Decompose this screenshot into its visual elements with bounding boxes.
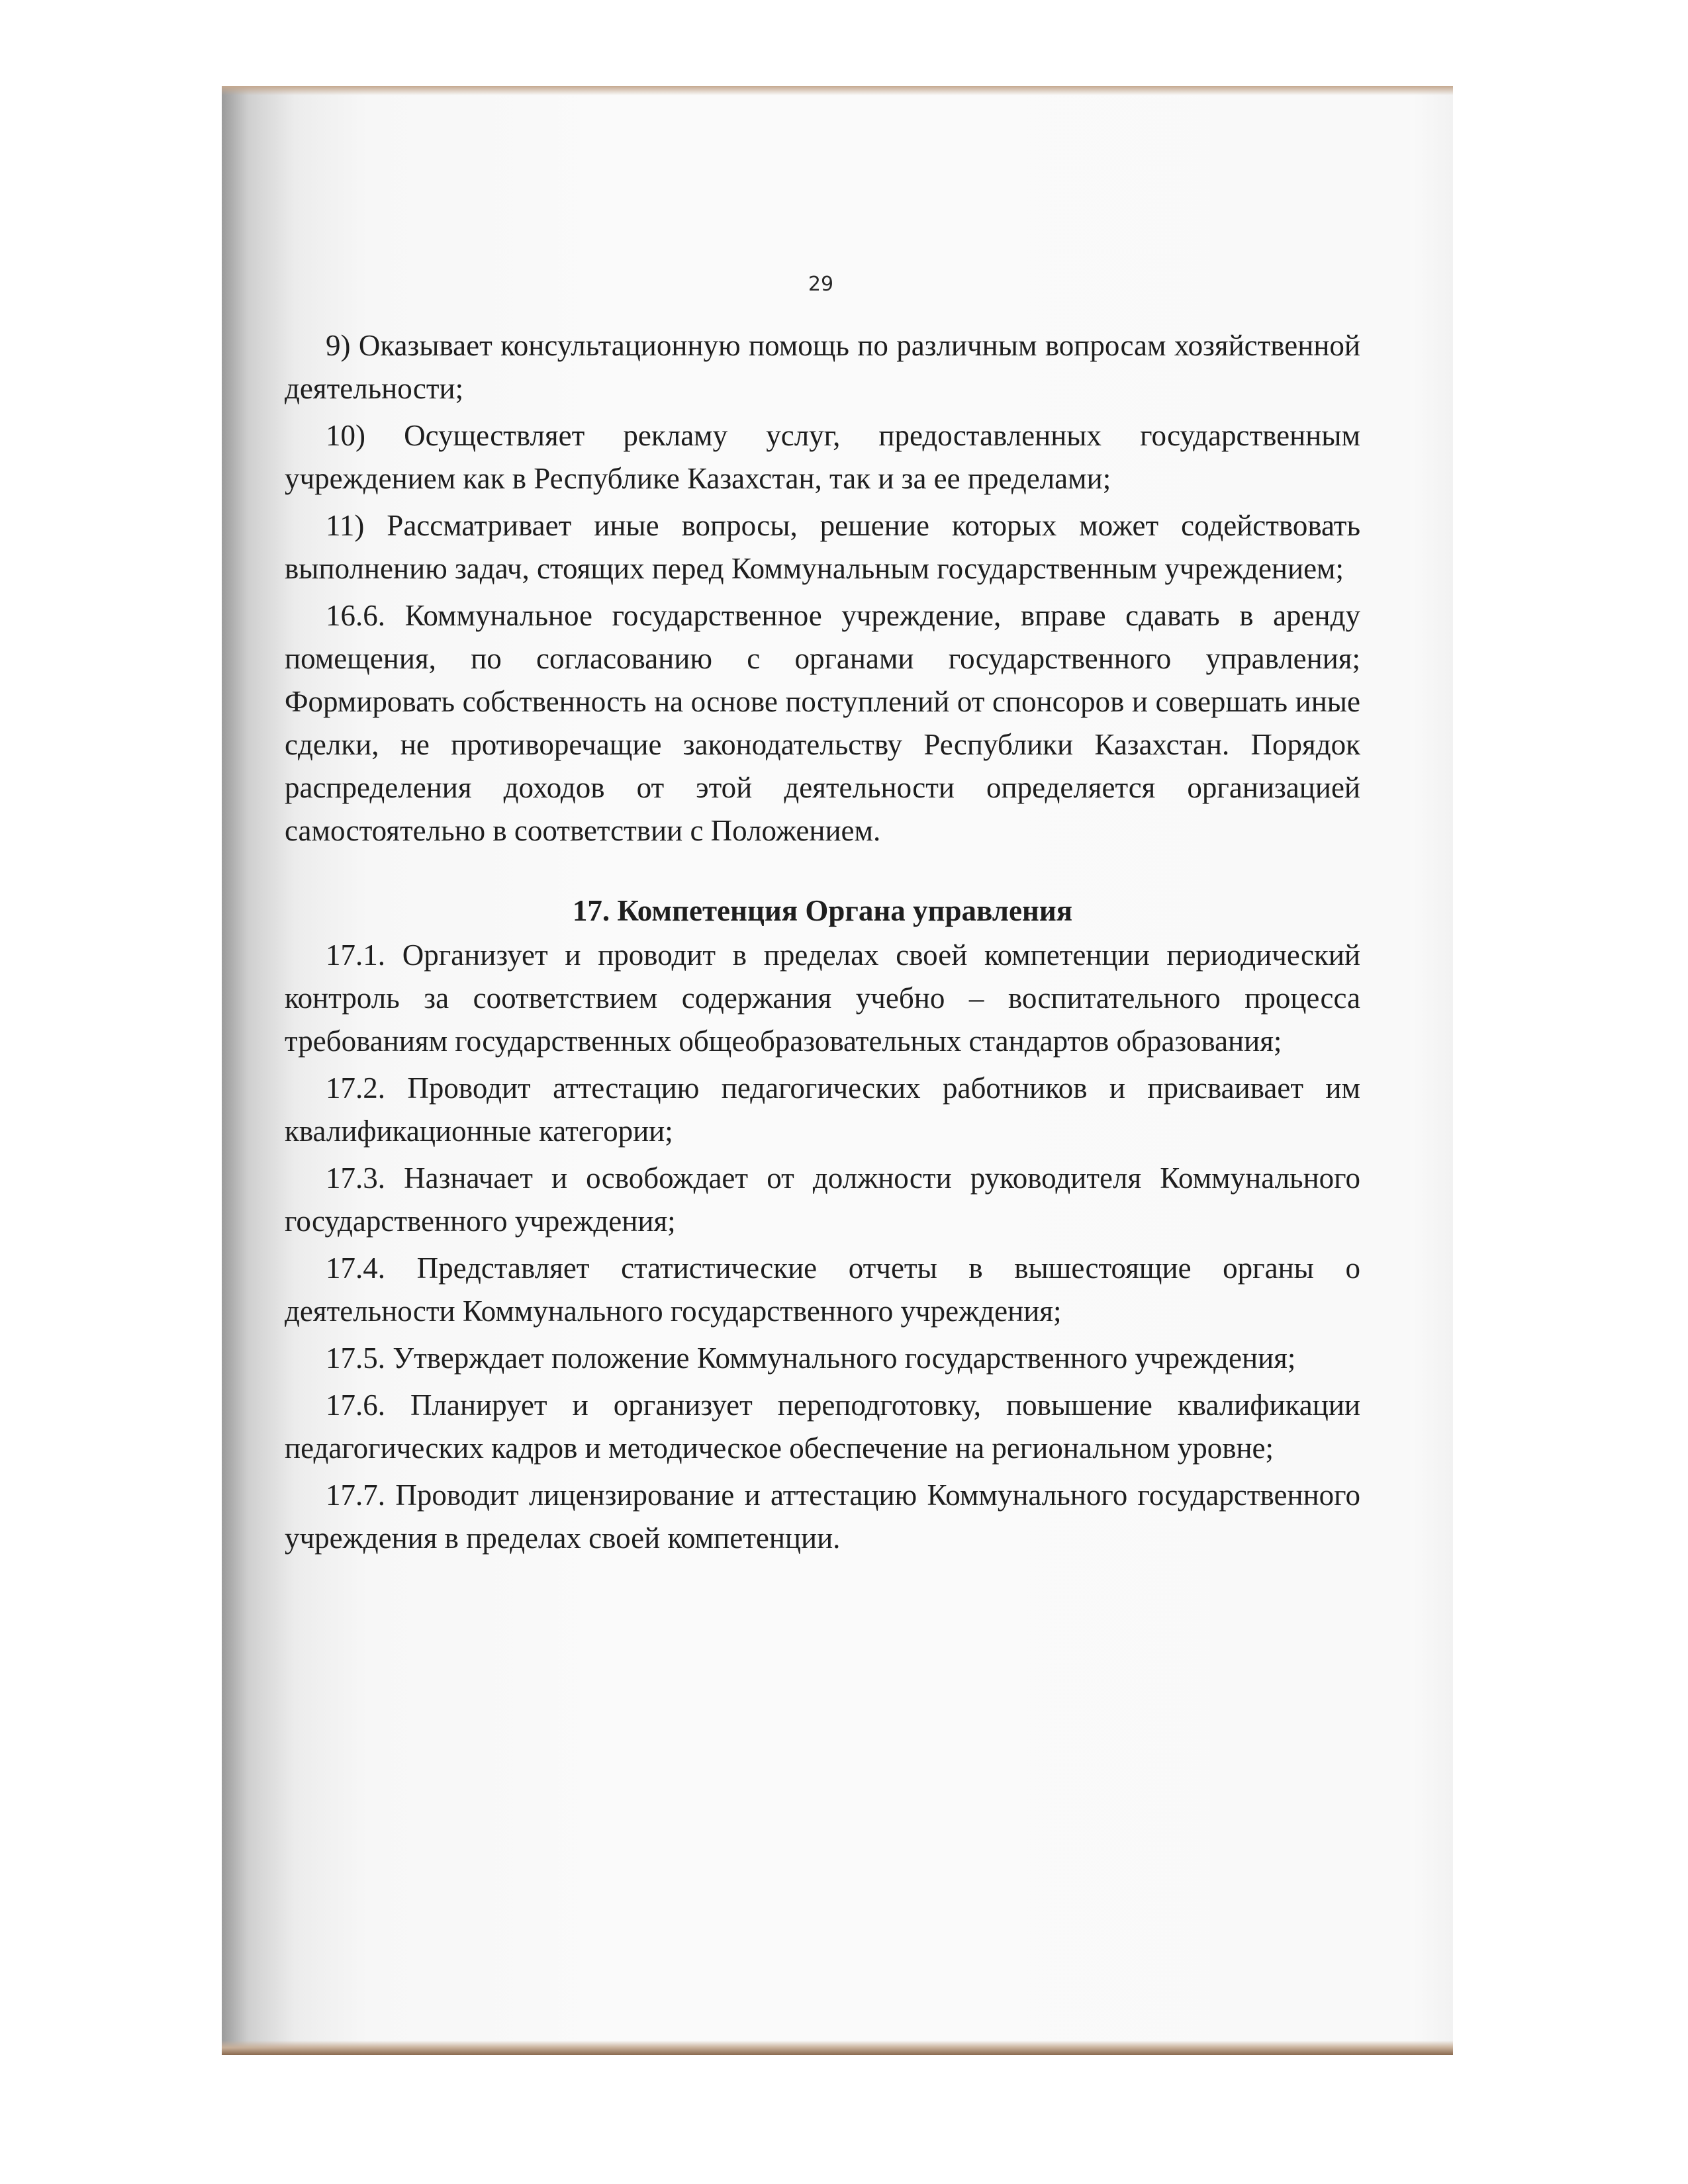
section-item-17-7: 17.7. Проводит лицензирование и аттестацию Коммунального государственного учреждения в пределах своей компетенции. — [285, 1479, 1360, 1555]
paragraph-item-11: 11) Рассматривает иные вопросы, решение которых может содействовать выполнению задач, стоящих перед Коммунальным государственным учреждением; — [285, 509, 1360, 585]
page-bottom-edge — [222, 2040, 1453, 2055]
paragraph-item-9: 9) Оказывает консультационную помощь по различным вопросам хозяйственной деятельности; — [285, 329, 1360, 405]
section-item-17-3: 17.3. Назначает и освобождает от должности руководителя Коммунального государственного учреждения; — [285, 1161, 1360, 1238]
paragraph-item-10: 10) Осуществляет рекламу услуг, предоставленных государственным учреждением как в Республике Казахстан, так и за ее пределами; — [285, 419, 1360, 495]
document-body — [285, 324, 1360, 1564]
section-heading: 17. Компетенция Органа управления — [572, 894, 1073, 927]
page-top-edge — [222, 86, 1453, 95]
section-item-17-5: 17.5. Утверждает положение Коммунального государственного учреждения; — [326, 1342, 1296, 1375]
paragraph-16-6: 16.6. Коммунальное государственное учреждение, вправе сдавать в аренду помещения, по согласованию с органами государственного управления; Формировать собственность на основе поступлений от спонсоров и совершать иные сделки, не противоречащие законодательству Республики Казахстан. Порядок распределения доходов от этой деятельности определяется организацией самостоятельно в соответствии с Положением. — [285, 599, 1360, 847]
section-item-17-2: 17.2. Проводит аттестацию педагогических работников и присваивает им квалификационные категории; — [285, 1071, 1360, 1148]
section-item-17-4: 17.4. Представляет статистические отчеты в вышестоящие органы о деятельности Коммунального государственного учреждения; — [285, 1251, 1360, 1328]
section-item-17-1: 17.1. Организует и проводит в пределах своей компетенции периодический контроль за соответствием содержания учебно – воспитательного процесса требованиям государственных общеобразовательных стандартов образования; — [285, 938, 1360, 1058]
section-item-17-6: 17.6. Планирует и организует переподготовку, повышение квалификации педагогических кадров и методическое обеспечение на региональном уровне; — [285, 1388, 1360, 1465]
page-number: 29 — [808, 273, 834, 296]
